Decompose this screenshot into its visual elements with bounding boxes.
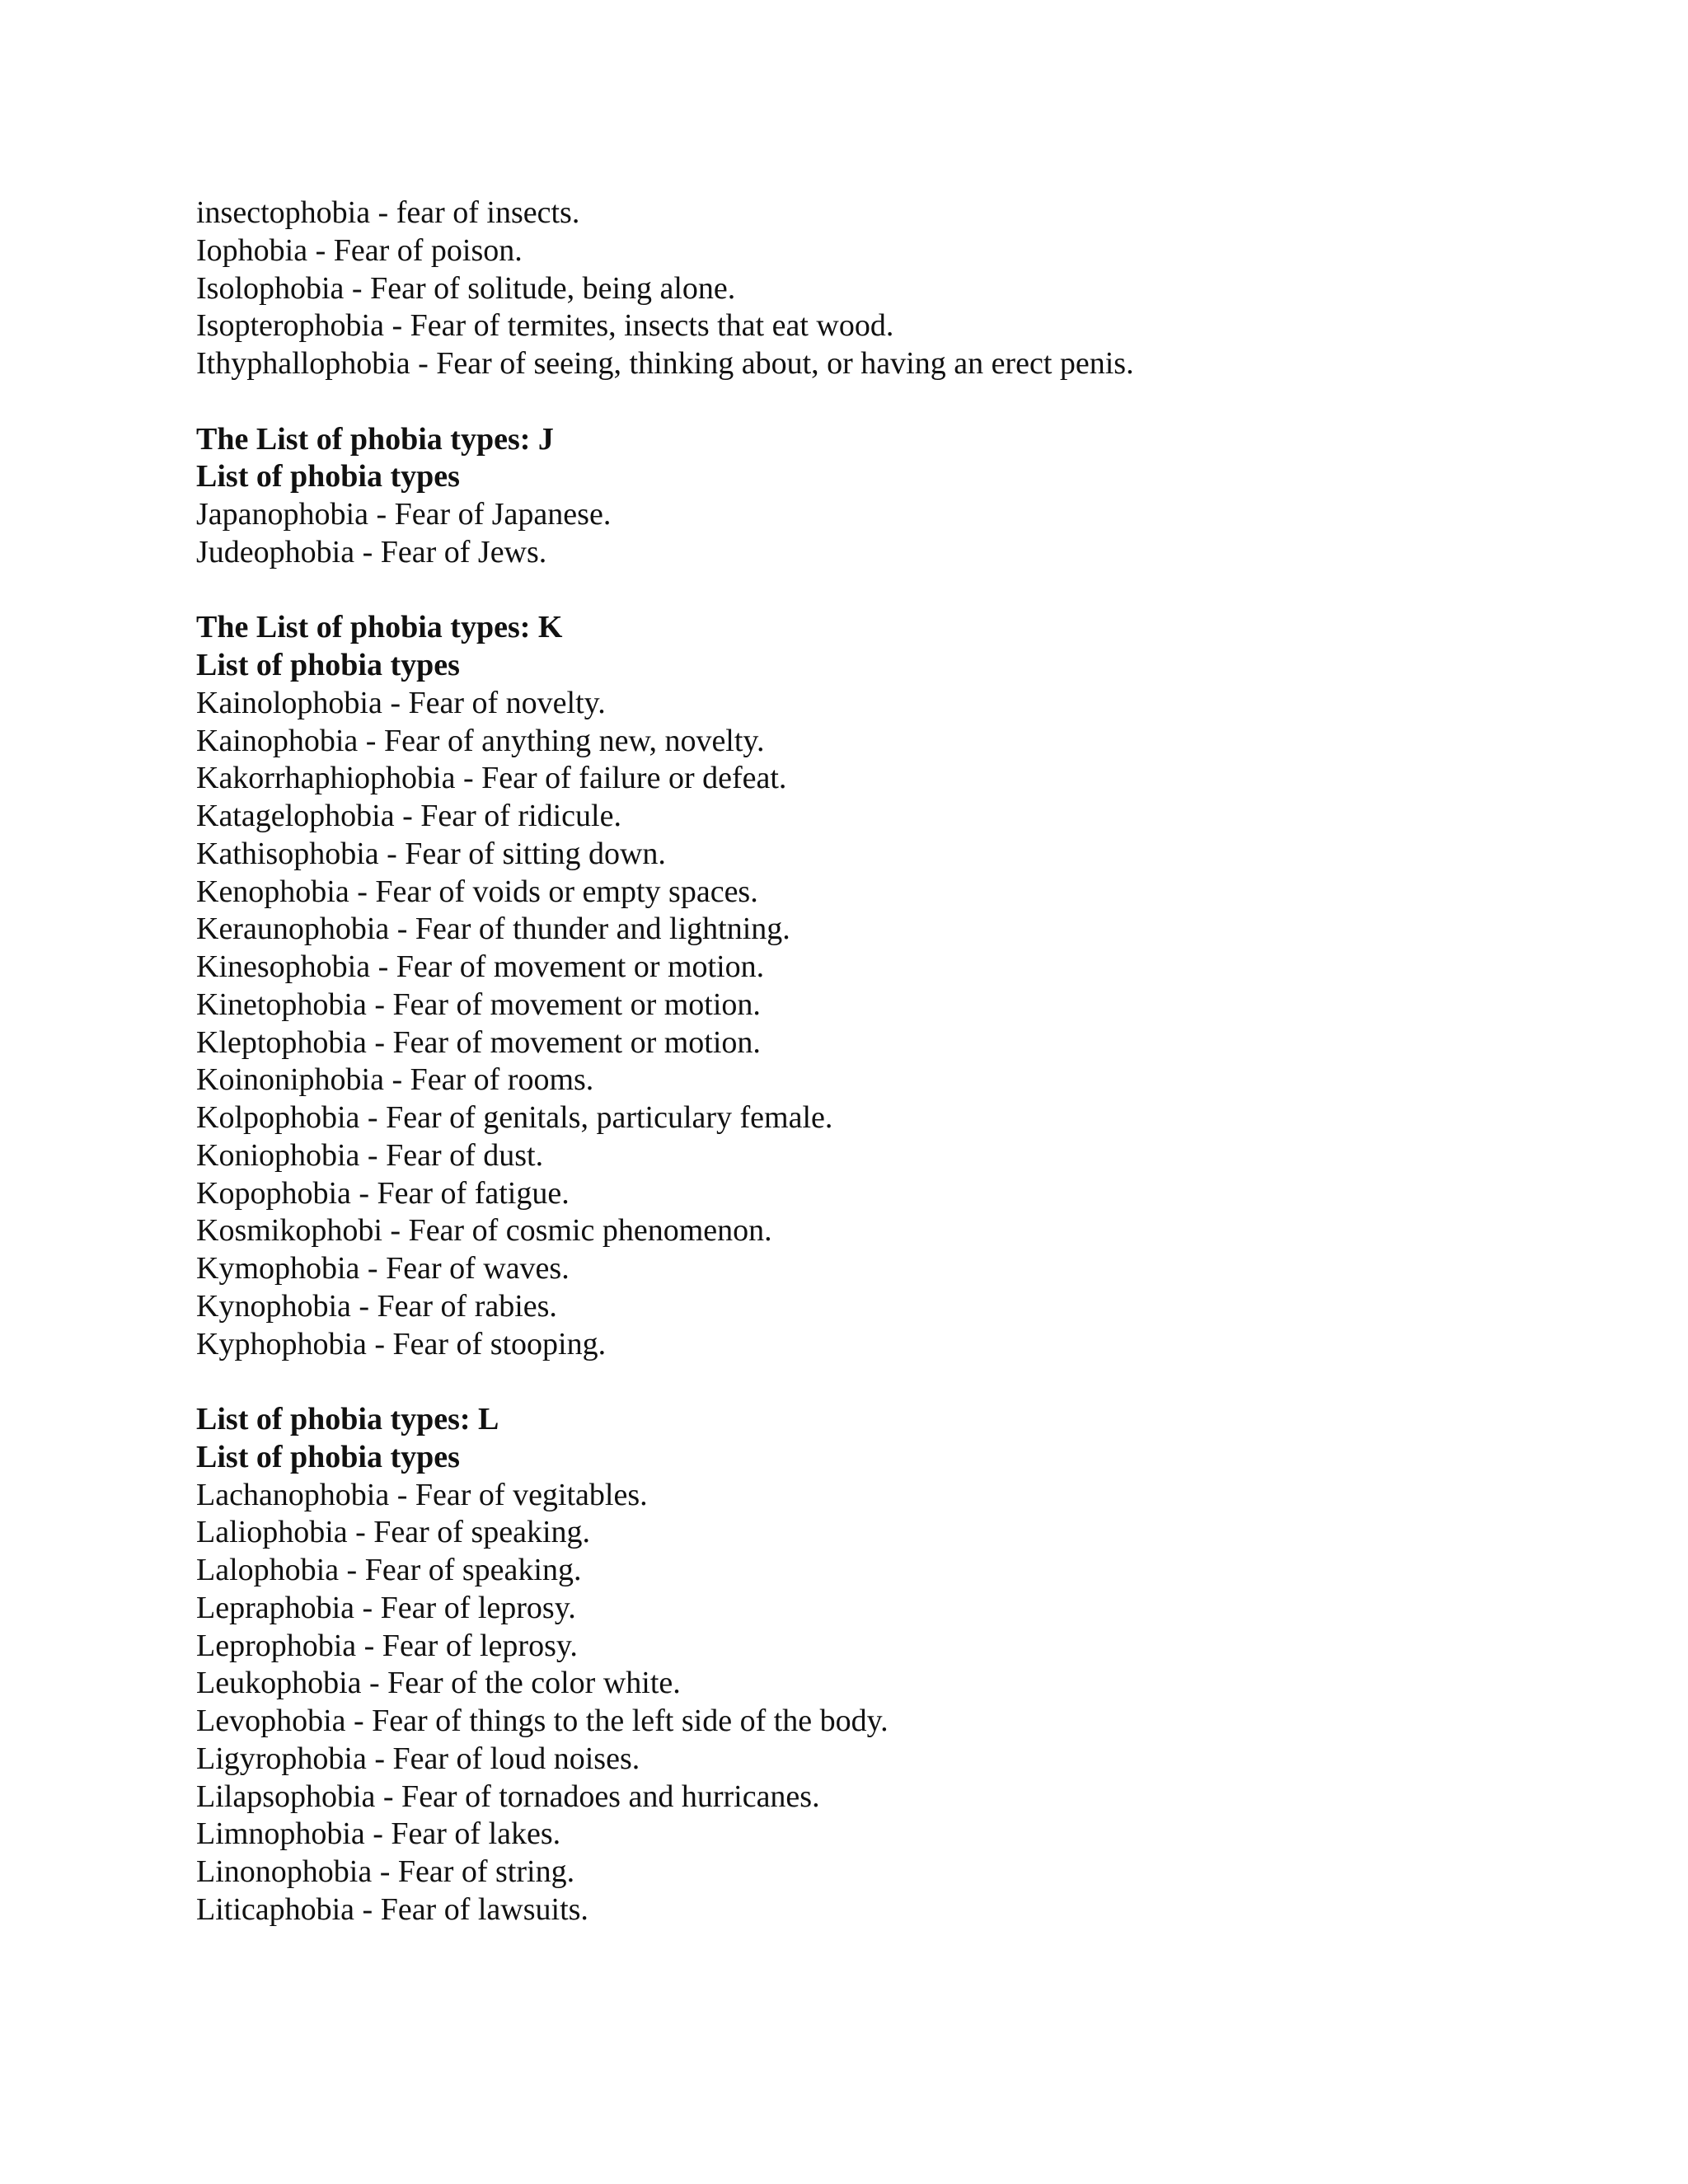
- paragraph-spacer: [196, 1363, 1597, 1401]
- section-heading: The List of phobia types: J: [196, 421, 554, 457]
- list-item: Kopophobia - Fear of fatigue.: [196, 1175, 570, 1211]
- list-item: Katagelophobia - Fear of ridicule.: [196, 799, 621, 833]
- list-item: Judeophobia - Fear of Jews.: [196, 534, 547, 569]
- list-item: Kynophobia - Fear of rabies.: [196, 1288, 557, 1324]
- list-item: Isopterophobia - Fear of termites, insects that eat wood.: [196, 308, 894, 344]
- list-item: Kainolophobia - Fear of novelty.: [196, 685, 606, 720]
- list-item: Lalophobia - Fear of speaking.: [196, 1553, 582, 1587]
- list-item: Ithyphallophobia - Fear of seeing, thinking about, or having an erect penis.: [196, 346, 1134, 381]
- list-item: Kinetophobia - Fear of movement or motion.: [196, 987, 761, 1022]
- list-item: Limnophobia - Fear of lakes.: [196, 1816, 561, 1852]
- paragraph-spacer: [196, 572, 1597, 610]
- section-subheading: List of phobia types: [196, 1439, 460, 1474]
- list-item: Lachanophobia - Fear of vegitables.: [196, 1477, 648, 1512]
- section-heading: The List of phobia types: K: [196, 610, 563, 645]
- list-item: insectophobia - fear of insects.: [196, 195, 580, 230]
- list-item: Kleptophobia - Fear of movement or motion.: [196, 1024, 761, 1060]
- list-item: Kyphophobia - Fear of stooping.: [196, 1326, 607, 1361]
- list-item: Kymophobia - Fear of waves.: [196, 1251, 570, 1286]
- paragraph-spacer: [196, 383, 1597, 421]
- list-item: Japanophobia - Fear of Japanese.: [196, 497, 612, 532]
- list-item: Liticaphobia - Fear of lawsuits.: [196, 1891, 588, 1927]
- document-body: [196, 194, 1597, 1929]
- list-item: Kathisophobia - Fear of sitting down.: [196, 836, 666, 871]
- list-item: Kainophobia - Fear of anything new, novelty.: [196, 723, 765, 758]
- list-item: Koinoniphobia - Fear of rooms.: [196, 1062, 594, 1098]
- intro-entry-list: [196, 194, 1597, 383]
- list-item: Leprophobia - Fear of leprosy.: [196, 1628, 578, 1663]
- section-heading: List of phobia types: L: [196, 1402, 499, 1436]
- list-item: Lilapsophobia - Fear of tornadoes and hurricanes.: [196, 1779, 820, 1814]
- list-item: Lepraphobia - Fear of leprosy.: [196, 1590, 576, 1625]
- list-item: Keraunophobia - Fear of thunder and lightning.: [196, 912, 790, 947]
- section-j: [196, 421, 1597, 572]
- list-item: Koniophobia - Fear of dust.: [196, 1137, 544, 1173]
- section-l: [196, 1401, 1597, 1929]
- list-item: Linonophobia - Fear of string.: [196, 1854, 575, 1889]
- list-item: Kakorrhaphiophobia - Fear of failure or defeat.: [196, 761, 787, 796]
- list-item: Laliophobia - Fear of speaking.: [196, 1515, 591, 1550]
- list-item: Kosmikophobi - Fear of cosmic phenomenon.: [196, 1213, 772, 1249]
- list-item: Kinesophobia - Fear of movement or motion.: [196, 949, 765, 984]
- list-item: Iophobia - Fear of poison.: [196, 232, 523, 268]
- list-item: Kolpophobia - Fear of genitals, particulary female.: [196, 1100, 833, 1135]
- list-item: Isolophobia - Fear of solitude, being alone.: [196, 270, 736, 306]
- list-item: Ligyrophobia - Fear of loud noises.: [196, 1741, 640, 1776]
- section-subheading: List of phobia types: [196, 459, 460, 494]
- list-item: Kenophobia - Fear of voids or empty spaces.: [196, 874, 758, 909]
- section-subheading: List of phobia types: [196, 648, 460, 682]
- list-item: Leukophobia - Fear of the color white.: [196, 1666, 681, 1701]
- section-k: [196, 609, 1597, 1363]
- list-item: Levophobia - Fear of things to the left side of the body.: [196, 1704, 889, 1738]
